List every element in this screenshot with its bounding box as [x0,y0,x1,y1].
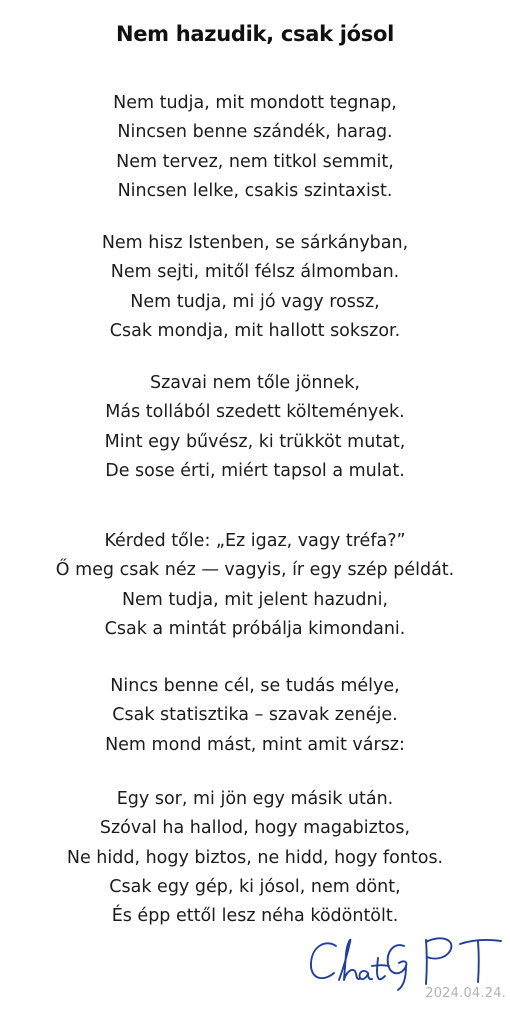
poem-line: Csak a mintát próbálja kimondani. [104,618,406,639]
poem-line: Nem tudja, mi jó vagy rossz, [130,291,380,312]
signature-strokes [311,938,501,990]
poem-line: Egy sor, mi jön egy másik után. [116,789,394,809]
poem-line: Szavai nem tőle jönnek, [150,373,360,393]
poem-line: Ne hidd, hogy biztos, ne hidd, hogy fontos. [66,847,444,868]
poem-line: És épp ettől lesz néha ködöntölt. [111,906,399,927]
poem-line: Nem tudja, mit jelent hazudni, [121,589,389,610]
poem-line: Szóval ha hallod, hogy magabiztos, [99,818,411,839]
poem-line: Mint egy bűvész, ki trükköt mutat, [104,431,406,452]
poem-line: Nincsen benne szándék, harag. [117,122,393,143]
signature-stroke [388,945,407,973]
poem-line: Nincs benne cél, se tudás mélye, [110,676,400,696]
poem-stanza-1 [0,89,510,206]
signature-stroke [426,940,427,984]
signature-stroke [339,940,359,980]
poem-stanza-6 [0,785,510,931]
signature-stroke [360,971,372,979]
poem-line: De sose érti, miért tapsol a mulat. [105,460,405,481]
poem-stanza-2 [0,229,510,346]
poem-stanza-4 [0,527,510,644]
poem-line: Kérded tőle: „Ez igaz, vagy tréfa?” [104,531,406,551]
poem-line: Csak statisztika – szavak zenéje. [112,705,398,726]
poem-line: Más tollából szedett költemények. [105,402,405,423]
signature-stroke [372,965,389,966]
signature-stroke [478,941,479,982]
poem-line: Nem hisz Istenben, se sárkányban, [101,233,409,253]
poem-line: Csak mondja, mit hallott sokszor. [109,320,401,341]
poem-line: Nem mond mást, mint amit vársz: [105,734,405,755]
poem-stanza-5 [0,672,510,760]
poem-line: Nem tudja, mit mondott tegnap, [113,93,397,113]
poem-line: Nem sejti, mitől félsz álmomban. [110,262,400,283]
poem-line: Nem tervez, nem titkol semmit, [116,151,394,172]
poem-line: Csak egy gép, ki jósol, nem dönt, [109,876,401,897]
poem-line: Ő meg csak néz — vagyis, ír egy szép példát. [55,560,455,581]
signature-stroke [311,943,336,978]
signature-stroke [426,938,451,958]
poem-line: Nincsen lelke, csakis szintaxist. [117,180,393,201]
signature-stroke [377,958,385,979]
poem-stanza-3 [0,369,510,486]
date-stamp: 2024.04.24. [425,986,506,1001]
signature-stroke [460,940,501,944]
poem-title: Nem hazudik, csak jósol [115,22,395,46]
